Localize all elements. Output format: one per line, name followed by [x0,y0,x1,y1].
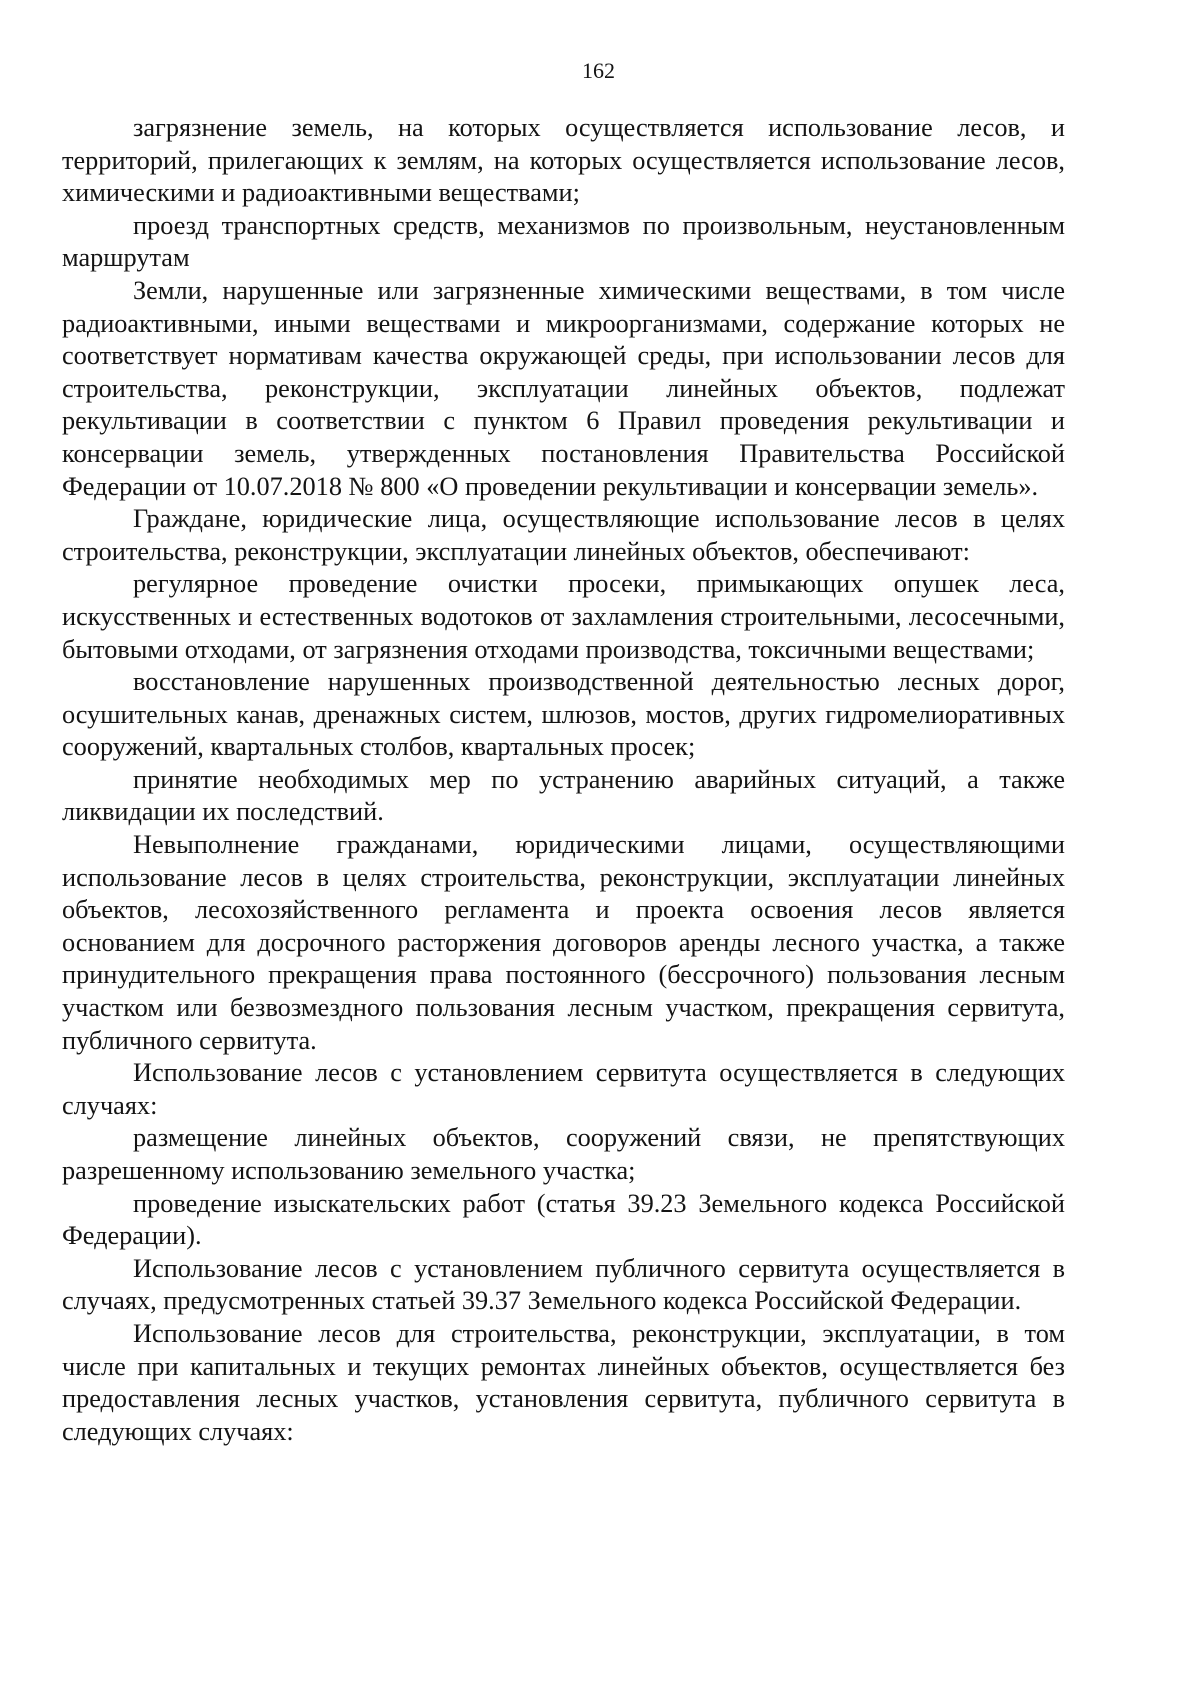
paragraph: Использование лесов для строительства, реконструкции, эксплуатации, в том числе при капитальных и текущих ремонтах линейных объектов, осуществляется без предоставления лесных участков, установления сервитута, публичного сервитута в следующих случаях: [62,1318,1065,1446]
document-body [62,112,1065,1448]
paragraph: регулярное проведение очистки просеки, примыкающих опушек леса, искусственных и естественных водотоков от захламления строительными, лесосечными, бытовыми отходами, от загрязнения отходами производства, токсичными веществами; [62,569,1065,664]
paragraph: Невыполнение гражданами, юридическими лицами, осуществляющими использование лесов в целях строительства, реконструкции, эксплуатации линейных объектов, лесохозяйственного регламента и проекта освоения лесов является основанием для досрочного расторжения договоров аренды лесного участка, а также принудительного прекращения права постоянного (бессрочного) пользования лесным участком или безвозмездного пользования лесным участком, прекращения сервитута, публичного сервитута. [62,830,1065,1055]
paragraph: Использование лесов с установлением сервитута осуществляется в следующих случаях: [62,1058,1065,1120]
paragraph: принятие необходимых мер по устранению аварийных ситуаций, а также ликвидации их последствий. [62,764,1065,827]
paragraph: загрязнение земель, на которых осуществляется использование лесов, и территорий, прилегающих к землям, на которых осуществляется использование лесов, химическими и радиоактивными веществами; [62,113,1065,208]
page-number: 162 [582,58,615,83]
paragraph: Земли, нарушенные или загрязненные химическими веществами, в том числе радиоактивными, иными веществами и микроорганизмами, содержание которых не соответствует нормативам качества окружающей среды, при использовании лесов для строительства, реконструкции, эксплуатации линейных объектов, подлежат рекультивации в соответствии с пунктом 6 Правил проведения рекультивации и консервации земель, утвержденных постановления Правительства Российской Федерации от 10.07.2018 № 800 «О проведении рекультивации и консервации земель». [62,275,1065,501]
paragraph: восстановление нарушенных производственной деятельностью лесных дорог, осушительных канав, дренажных систем, шлюзов, мостов, других гидромелиоративных сооружений, квартальных столбов, квартальных просек; [62,667,1065,762]
paragraph: Использование лесов с установлением публичного сервитута осуществляется в случаях, предусмотренных статьей 39.37 Земельного кодекса Российской Федерации. [62,1253,1065,1316]
paragraph: проведение изыскательских работ (статья 39.23 Земельного кодекса Российской Федерации). [62,1188,1065,1251]
paragraph: проезд транспортных средств, механизмов по произвольным, неустановленным маршрутам [62,210,1065,273]
paragraph: размещение линейных объектов, сооружений связи, не препятствующих разрешенному использованию земельного участка; [62,1123,1065,1185]
paragraph: Граждане, юридические лица, осуществляющие использование лесов в целях строительства, реконструкции, эксплуатации линейных объектов, обеспечивают: [62,504,1065,566]
